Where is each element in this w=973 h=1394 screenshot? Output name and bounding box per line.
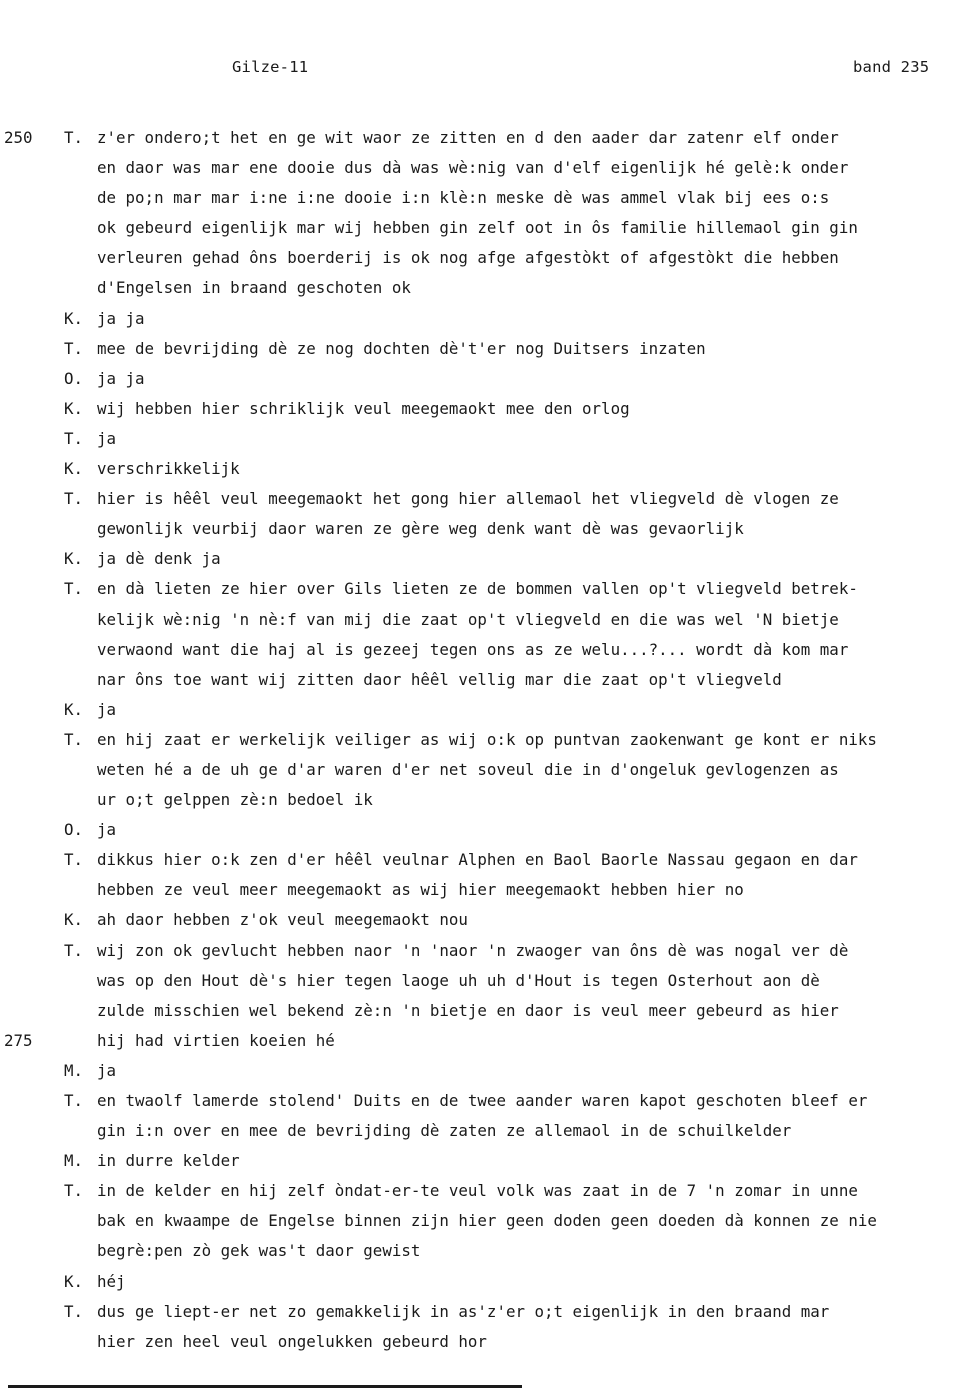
utterance-text: bak en kwaampe de Engelse binnen zijn hier geen doden geen doeden dà konnen ze nie — [97, 1211, 877, 1231]
transcript-line — [0, 304, 973, 334]
transcript-line — [0, 394, 973, 424]
bottom-rule — [8, 1385, 522, 1388]
transcript-line — [0, 936, 973, 966]
utterance-text: hier zen heel veul ongelukken gebeurd hor — [97, 1331, 487, 1351]
speaker-label: M. — [64, 1060, 84, 1080]
transcript-line — [0, 785, 973, 815]
transcript-line — [0, 1236, 973, 1266]
header-location: Gilze-11 — [232, 58, 309, 76]
utterance-text: en twaolf lamerde stolend' Duits en de twee aander waren kapot geschoten bleef er — [97, 1091, 868, 1110]
utterance-text: wij hebben hier schriklijk veul meegemaokt mee den orlog — [97, 398, 630, 418]
speaker-label: T. — [64, 1091, 84, 1110]
speaker-label: T. — [64, 940, 84, 960]
speaker-label: K. — [64, 699, 84, 719]
transcript-line — [0, 725, 973, 755]
utterance-text: ja dè denk ja — [97, 549, 221, 569]
utterance-text: zulde misschien wel bekend zè:n 'n bietje en daor is veul meer gebeurd as hier — [97, 1000, 839, 1020]
utterance-text: z'er ondero;t het en ge wit waor ze zitten en d den aader dar zatenr elf onder — [97, 128, 839, 147]
transcript-line — [0, 996, 973, 1026]
utterance-text: in durre kelder — [97, 1151, 240, 1171]
transcript-line — [0, 514, 973, 544]
transcript-line — [0, 183, 973, 213]
transcript-line — [0, 1146, 973, 1176]
utterance-text: ja ja — [97, 308, 145, 328]
transcript-line — [0, 334, 973, 364]
utterance-text: héj — [97, 1271, 126, 1291]
transcript-line — [0, 424, 973, 454]
transcript-line — [0, 1327, 973, 1357]
utterance-text: dikkus hier o:k zen d'er hêêl veulnar Alphen en Baol Baorle Nassau gegaon en dar — [97, 850, 858, 870]
speaker-label: O. — [64, 820, 84, 840]
transcript-line — [0, 815, 973, 845]
transcript-line — [0, 1026, 973, 1056]
speaker-label: K. — [64, 910, 84, 930]
line-number: 275 — [4, 1030, 33, 1050]
transcript-line — [0, 153, 973, 183]
utterance-text: hij had virtien koeien hé — [97, 1030, 335, 1050]
utterance-text: ja — [97, 699, 117, 719]
speaker-label: O. — [64, 368, 84, 388]
transcript-line — [0, 665, 973, 695]
speaker-label: K. — [64, 308, 84, 328]
transcript-line — [0, 123, 973, 153]
utterance-text: ok gebeurd eigenlijk mar wij hebben gin zelf oot in ôs familie hillemaol gin gin — [97, 218, 858, 238]
utterance-text: dus ge liept-er net zo gemakkelijk in as'z'er o;t eigenlijk in den braand mar — [97, 1301, 830, 1321]
utterance-text: ja — [97, 820, 117, 840]
transcript-line — [0, 695, 973, 725]
speaker-label: T. — [64, 1301, 84, 1321]
utterance-text: ja — [97, 428, 117, 448]
transcript-line — [0, 1267, 973, 1297]
speaker-label: M. — [64, 1151, 84, 1171]
transcript-line — [0, 364, 973, 394]
utterance-text: mee de bevrijding dè ze nog dochten dè't'er nog Duitsers inzaten — [97, 338, 706, 358]
utterance-text: ur o;t gelppen zè:n bedoel ik — [97, 790, 373, 810]
transcript-line — [0, 484, 973, 514]
utterance-text: ja ja — [97, 368, 145, 388]
utterance-text: weten hé a de uh ge d'ar waren d'er net soveul die in d'ongeluk gevlogenzen as — [97, 759, 839, 779]
utterance-text: en daor was mar ene dooie dus dà was wè:nig van d'elf eigenlijk hé gelè:k onder — [97, 158, 849, 178]
utterance-text: kelijk wè:nig 'n nè:f van mij die zaat op't vliegveld en die was wel 'N bietje — [97, 609, 839, 629]
transcript-line — [0, 635, 973, 665]
utterance-text: ah daor hebben z'ok veul meegemaokt nou — [97, 910, 468, 930]
transcript-line — [0, 875, 973, 905]
utterance-text: gin i:n over en mee de bevrijding dè zaten ze allemaol in de schuilkelder — [97, 1121, 792, 1141]
speaker-label: T. — [64, 128, 84, 147]
transcript-line — [0, 845, 973, 875]
transcript-line — [0, 213, 973, 243]
utterance-text: verleuren gehad ôns boerderij is ok nog afge afgestòkt of afgestòkt die hebben — [97, 248, 839, 268]
utterance-text: de po;n mar mar i:ne i:ne dooie i:n klè:n meske dè was ammel vlak bij ees o:s — [97, 188, 830, 208]
utterance-text: was op den Hout dè's hier tegen laoge uh uh d'Hout is tegen Osterhout aon dè — [97, 970, 820, 990]
speaker-label: T. — [64, 729, 84, 749]
utterance-text: hier is hêêl veul meegemaokt het gong hier allemaol het vliegveld dè vlogen ze — [97, 489, 839, 509]
speaker-label: T. — [64, 338, 84, 358]
utterance-text: wij zon ok gevlucht hebben naor 'n 'naor 'n zwaoger van ôns dè was nogal ver dè — [97, 940, 849, 960]
speaker-label: K. — [64, 459, 84, 479]
utterance-text: en dà lieten ze hier over Gils lieten ze de bommen vallen op't vliegveld betrek- — [97, 579, 858, 599]
speaker-label: K. — [64, 549, 84, 569]
transcript-line — [0, 1086, 973, 1116]
utterance-text: d'Engelsen in braand geschoten ok — [97, 278, 411, 298]
transcript-line — [0, 966, 973, 996]
utterance-text: verwaond want die haj al is gezeej tegen ons as ze welu...?... wordt dà kom mar — [97, 639, 849, 659]
utterance-text: in de kelder en hij zelf òndat-er-te veul volk was zaat in de 7 'n zomar in unne — [97, 1181, 858, 1201]
transcript-line — [0, 605, 973, 635]
utterance-text: begrè:pen zò gek was't daor gewist — [97, 1241, 421, 1261]
transcript-line — [0, 1116, 973, 1146]
transcript-line — [0, 1206, 973, 1236]
header-tape-number: band 235 — [853, 58, 930, 76]
transcript-line — [0, 1297, 973, 1327]
transcript-body — [0, 123, 973, 1357]
utterance-text: hebben ze veul meer meegemaokt as wij hier meegemaokt hebben hier no — [97, 880, 744, 900]
speaker-label: T. — [64, 579, 84, 599]
speaker-label: T. — [64, 850, 84, 870]
utterance-text: ja — [97, 1060, 117, 1080]
speaker-label: T. — [64, 1181, 84, 1201]
speaker-label: T. — [64, 428, 84, 448]
transcript-line — [0, 454, 973, 484]
transcript-line — [0, 574, 973, 604]
transcript-line — [0, 544, 973, 574]
utterance-text: nar ôns toe want wij zitten daor hêêl vellig mar die zaat op't vliegveld — [97, 669, 782, 689]
utterance-text: verschrikkelijk — [97, 459, 240, 479]
speaker-label: K. — [64, 1271, 84, 1291]
transcript-line — [0, 755, 973, 785]
transcript-line — [0, 905, 973, 935]
transcript-line — [0, 243, 973, 273]
utterance-text: en hij zaat er werkelijk veiliger as wij o:k op puntvan zaokenwant ge kont er niks — [97, 729, 877, 749]
transcript-line — [0, 1056, 973, 1086]
transcript-line — [0, 1176, 973, 1206]
speaker-label: T. — [64, 489, 84, 509]
speaker-label: K. — [64, 398, 84, 418]
utterance-text: gewonlijk veurbij daor waren ze gère weg denk want dè was gevaorlijk — [97, 519, 744, 539]
line-number: 250 — [4, 128, 33, 147]
transcript-line — [0, 273, 973, 303]
